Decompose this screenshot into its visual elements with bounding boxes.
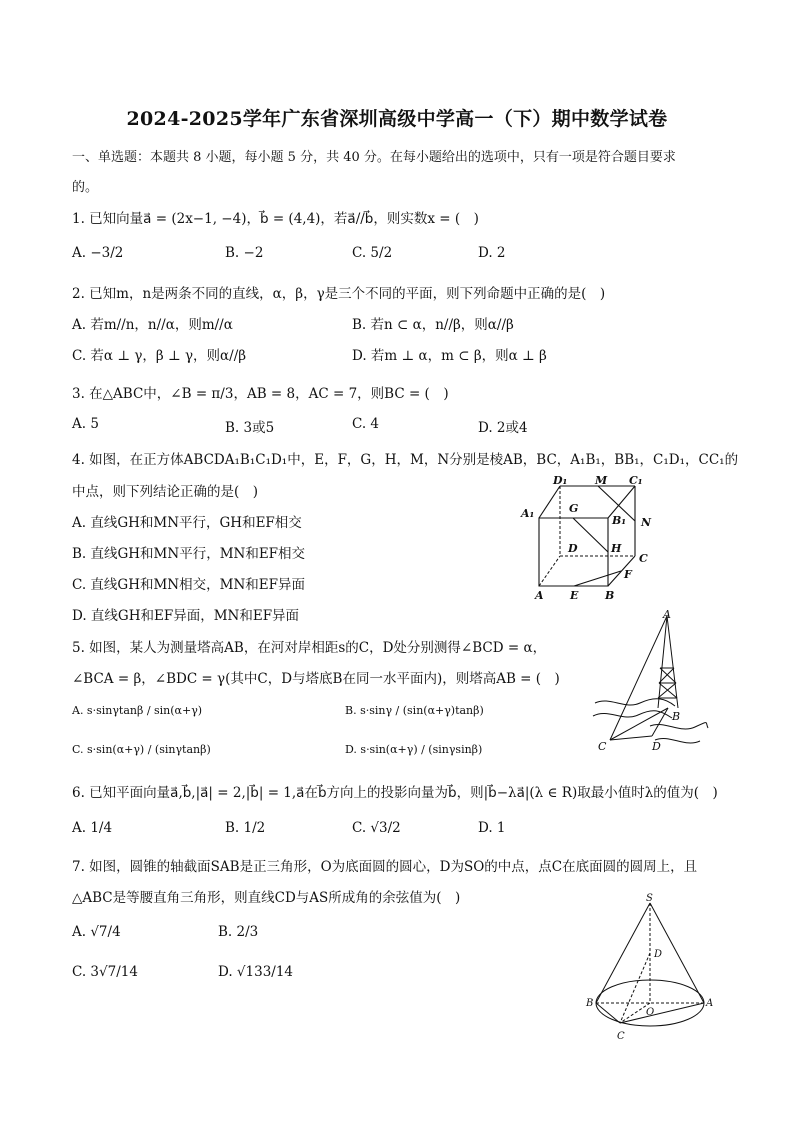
question-7-stem-line2: △ABC是等腰直角三角形，则直线CD与AS所成角的余弦值为( ): [72, 890, 461, 906]
cube-label-c1: C₁: [629, 474, 643, 487]
cone-figure: [582, 893, 717, 1045]
cube-label-m: M: [595, 474, 608, 487]
tower-figure: [590, 608, 715, 756]
cone-label-c: C: [617, 1031, 625, 1042]
cube-label-a1: A₁: [521, 507, 535, 520]
tower-label-a: A: [663, 608, 671, 621]
q3-option-d: D. 2或4: [478, 420, 528, 436]
cube-label-a: A: [535, 589, 544, 602]
q2-option-d: D. 若m ⊥ α，m ⊂ β，则α ⊥ β: [352, 348, 547, 364]
q4-option-b: B. 直线GH和MN平行，MN和EF相交: [72, 546, 306, 562]
q1-option-b: B. −2: [225, 245, 264, 261]
q4-option-a: A. 直线GH和MN平行，GH和EF相交: [72, 515, 302, 531]
q2-option-a: A. 若m//n，n//α，则m//α: [72, 317, 233, 333]
cone-label-d: D: [654, 949, 663, 960]
section-heading: [72, 143, 676, 203]
cube-label-e: E: [570, 589, 579, 602]
page-title: 2024-2025学年广东省深圳高级中学高一（下）期中数学试卷: [126, 108, 668, 130]
question-5-stem-line1: 5. 如图，某人为测量塔高AB，在河对岸相距s的C，D处分别测得∠BCD = α，: [72, 640, 547, 656]
q1-option-d: D. 2: [478, 245, 506, 261]
q5-option-a: A. s·sinγtanβ / sin(α+γ): [72, 704, 203, 717]
cube-label-d: D: [568, 542, 578, 555]
question-3-stem: 3. 在△ABC中，∠B = π/3，AB = 8，AC = 7，则BC = ( ): [72, 386, 449, 402]
cone-label-o: O: [646, 1007, 655, 1018]
q5-option-b: B. s·sinγ / (sin(α+γ)tanβ): [345, 704, 484, 717]
cube-label-h: H: [611, 542, 622, 555]
cone-label-s: S: [646, 893, 653, 904]
q7-option-c: C. 3√7/14: [72, 964, 138, 980]
q2-option-b: B. 若n ⊂ α，n//β，则α//β: [352, 317, 514, 333]
cube-label-c: C: [639, 552, 648, 565]
cube-label-d1: D₁: [553, 474, 568, 487]
cube-label-f: F: [624, 568, 632, 581]
q4-option-c: C. 直线GH和MN相交，MN和EF异面: [72, 577, 305, 593]
question-6-stem: 6. 已知平面向量a⃗,b⃗,|a⃗| = 2,|b⃗| = 1,a⃗在b⃗方向上的投影向量为b⃗，则|b⃗−λa⃗|(λ ∈ R)取最小值时λ的值为( ): [72, 785, 718, 801]
q6-option-d: D. 1: [478, 820, 506, 836]
cube-label-b1: B₁: [612, 514, 627, 527]
q1-option-a: A. −3/2: [72, 245, 124, 261]
cone-label-b: B: [586, 998, 594, 1009]
question-2-stem: 2. 已知m，n是两条不同的直线，α，β，γ是三个不同的平面，则下列命题中正确的是( ): [72, 286, 606, 302]
question-7-stem-line1: 7. 如图，圆锥的轴截面SAB是正三角形，O为底面圆的圆心，D为SO的中点，点C在底面圆的圆周上，且: [72, 859, 698, 875]
cube-label-b: B: [605, 589, 615, 602]
section-heading-line1: 一、单选题：本题共 8 小题，每小题 5 分，共 40 分。在每小题给出的选项中，只有一项是符合题目要求: [72, 150, 676, 165]
cube-figure: [515, 472, 665, 604]
q3-option-b: B. 3或5: [225, 420, 275, 436]
question-1-stem: 1. 已知向量a⃗ = (2x−1, −4)，b⃗ = (4,4)，若a⃗//b⃗，则实数x = ( ): [72, 211, 479, 227]
q6-option-b: B. 1/2: [225, 820, 266, 836]
question-5-stem-line2: ∠BCA = β，∠BDC = γ(其中C，D与塔底B在同一水平面内)，则塔高AB = ( ): [72, 671, 560, 687]
cube-label-n: N: [641, 516, 652, 529]
q3-option-c: C. 4: [352, 416, 380, 432]
tower-label-b: B: [672, 710, 681, 723]
q1-option-c: C. 5/2: [352, 245, 393, 261]
question-4-stem-line2: 中点，则下列结论正确的是( ): [72, 484, 259, 500]
q7-option-b: B. 2/3: [218, 924, 259, 940]
q5-option-d: D. s·sin(α+γ) / (sinγsinβ): [345, 743, 483, 756]
q6-option-c: C. √3/2: [352, 820, 401, 836]
q5-option-c: C. s·sin(α+γ) / (sinγtanβ): [72, 743, 211, 756]
q2-option-c: C. 若α ⊥ γ，β ⊥ γ，则α//β: [72, 348, 247, 364]
q7-option-d: D. √133/14: [218, 964, 294, 980]
tower-label-c: C: [598, 740, 607, 753]
cone-label-a: A: [706, 998, 714, 1009]
q6-option-a: A. 1/4: [72, 820, 113, 836]
q7-option-a: A. √7/4: [72, 924, 121, 940]
cube-label-g: G: [569, 502, 579, 515]
tower-label-d: D: [652, 740, 661, 753]
question-4-stem-line1: 4. 如图，在正方体ABCDA₁B₁C₁D₁中，E，F，G，H，M，N分别是棱AB，BC，A₁B₁，BB₁，C₁D₁，CC₁的: [72, 452, 739, 468]
section-heading-line2: 的。: [72, 180, 99, 195]
q3-option-a: A. 5: [72, 416, 99, 432]
q4-option-d: D. 直线GH和EF异面，MN和EF异面: [72, 608, 300, 624]
